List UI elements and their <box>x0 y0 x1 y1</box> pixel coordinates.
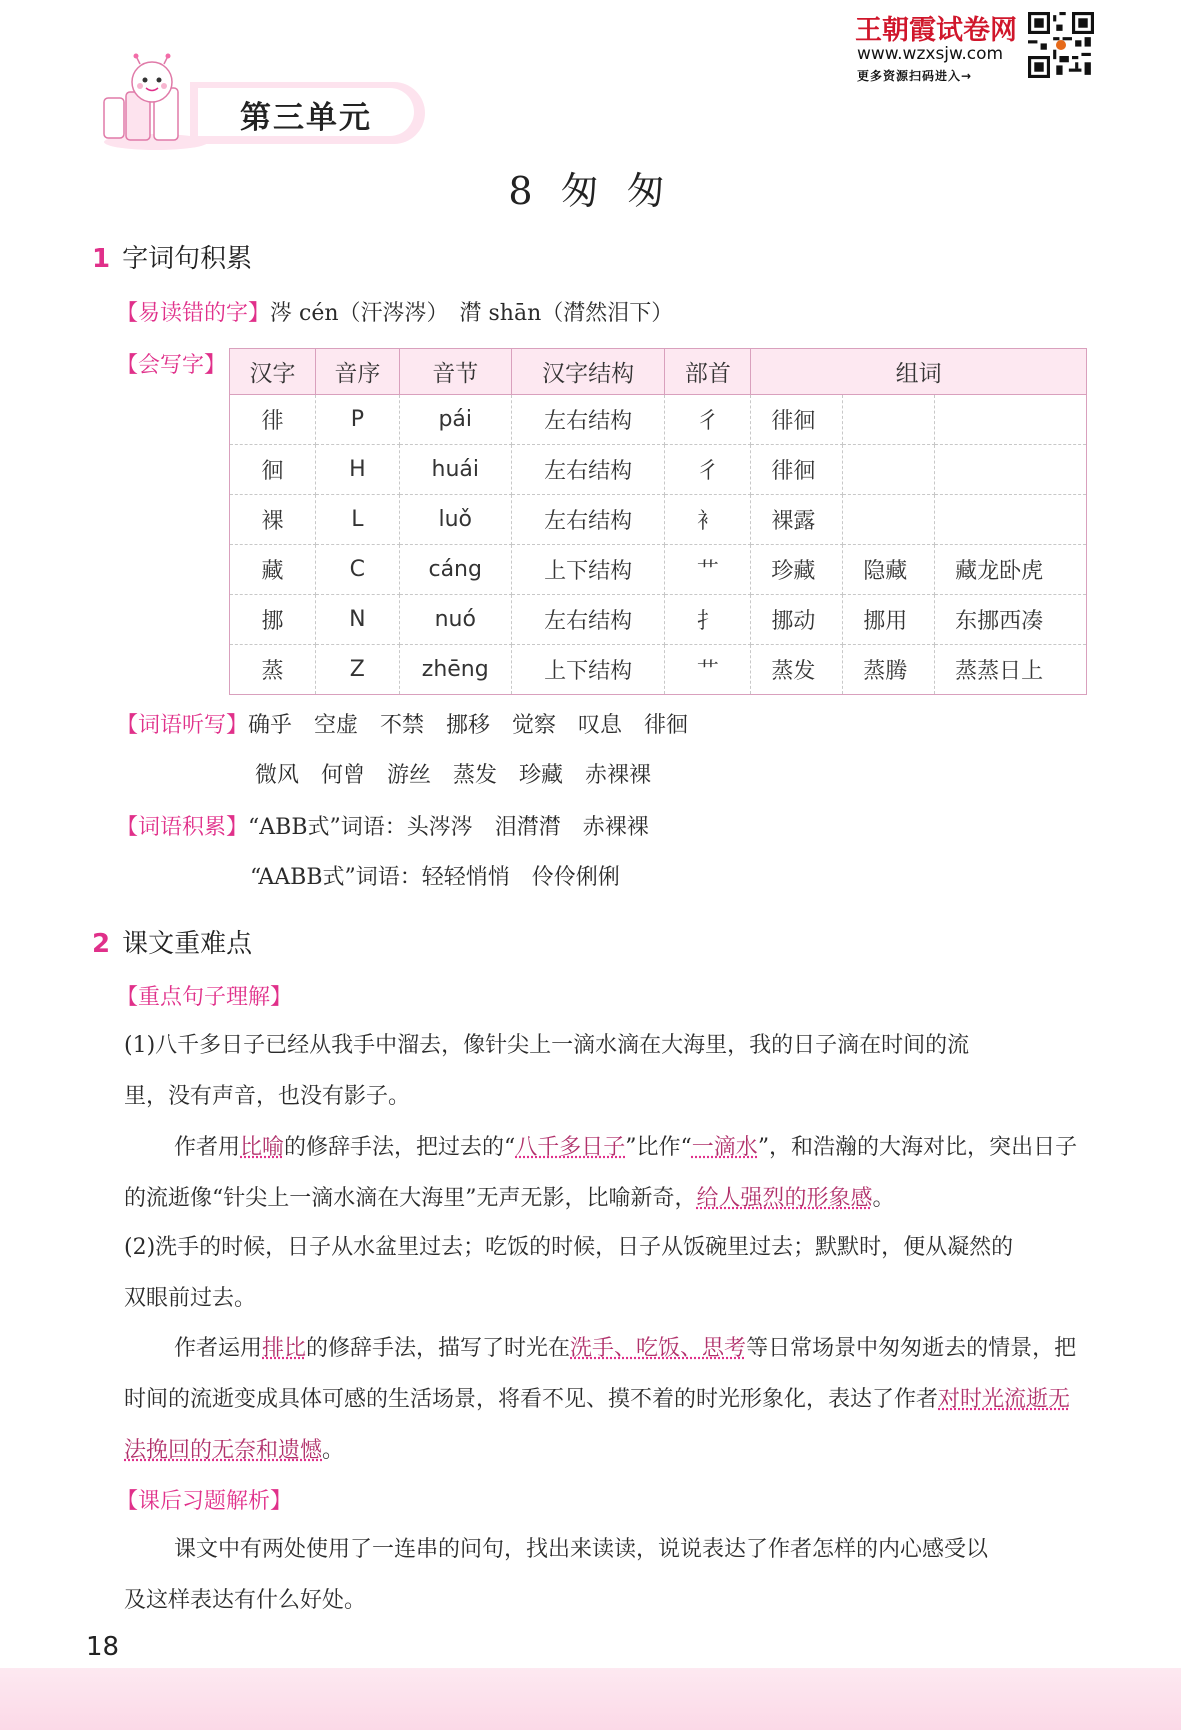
misread-text: 涔 cén（汗涔涔） 潸 shān（潸然泪下） <box>270 301 674 326</box>
analysis-text: 作者运用 <box>174 1336 263 1361</box>
exercise-tag: 【课后习题解析】 <box>116 1489 293 1514</box>
analysis-1 <box>124 1122 1086 1224</box>
cell-index: H <box>315 445 399 495</box>
cell-pinyin: zhēng <box>399 645 511 695</box>
header-pinyin: 音节 <box>399 349 511 395</box>
analysis-text: 。 <box>872 1186 895 1211</box>
highlight-text: 一滴水 <box>691 1135 758 1160</box>
cell-char: 徊 <box>230 445 316 495</box>
highlight-text: 给人强烈的形象感 <box>696 1186 873 1211</box>
cell-index: P <box>315 395 399 445</box>
site-name: 王朝霞试卷网 <box>855 15 1017 46</box>
cell-structure: 左右结构 <box>511 495 665 545</box>
site-url: www.wzxsjw.com <box>857 44 1004 64</box>
cell-word: 珍藏 <box>751 545 843 595</box>
cell-pinyin: pái <box>399 395 511 445</box>
section-2-number: 2 <box>92 929 111 959</box>
highlight-text: 比喻 <box>240 1135 285 1160</box>
sentence-2-line-2: 双眼前过去。 <box>124 1286 257 1311</box>
cell-structure: 左右结构 <box>511 395 665 445</box>
cell-word: 挪动 <box>751 595 843 645</box>
analysis-text: ”比作“ <box>625 1135 692 1160</box>
cell-word <box>935 495 1087 545</box>
qr-code-icon <box>1028 12 1094 78</box>
cell-pinyin: cáng <box>399 545 511 595</box>
dictation-line-1 <box>116 708 688 739</box>
unit-title: 第三单元 <box>240 100 372 136</box>
accumulate-abb: “ABB式”词语：头涔涔 泪潸潸 赤裸裸 <box>248 815 649 840</box>
cell-radical: 衤 <box>665 495 751 545</box>
cell-index: C <box>315 545 399 595</box>
cell-index: Z <box>315 645 399 695</box>
cell-pinyin: nuó <box>399 595 511 645</box>
cell-word: 蒸腾 <box>843 645 935 695</box>
cell-char: 徘 <box>230 395 316 445</box>
highlight-text: 对时光流逝无法挽回的无奈和遗憾 <box>124 1387 1071 1463</box>
header-words: 组词 <box>751 349 1087 395</box>
lesson-title: 8 匆 匆 <box>508 169 673 213</box>
cell-radical: 艹 <box>665 545 751 595</box>
cell-char: 挪 <box>230 595 316 645</box>
write-tag: 【会写字】 <box>116 353 227 378</box>
cell-radical: 扌 <box>665 595 751 645</box>
cell-word <box>935 445 1087 495</box>
header-index: 音序 <box>315 349 399 395</box>
cell-word: 藏龙卧虎 <box>935 545 1087 595</box>
section-2-heading <box>92 923 252 960</box>
table-row <box>230 495 1087 545</box>
dictation-words-1: 确乎 空虚 不禁 挪移 觉察 叹息 徘徊 <box>248 713 689 738</box>
accumulate-tag: 【词语积累】 <box>116 815 249 840</box>
analysis-2 <box>124 1323 1086 1476</box>
cell-word: 蒸发 <box>751 645 843 695</box>
cell-pinyin: huái <box>399 445 511 495</box>
analysis-text: 的修辞手法，描写了时光在 <box>306 1336 571 1361</box>
sentence-1-line-1: (1)八千多日子已经从我手中溜去，像针尖上一滴水滴在大海里，我的日子滴在时间的流 <box>124 1033 970 1058</box>
misread-line <box>116 296 673 327</box>
cell-structure: 左右结构 <box>511 445 665 495</box>
sentence-1-line-2: 里，没有声音，也没有影子。 <box>124 1084 411 1109</box>
site-slogan: 更多资源扫码进入→ <box>857 69 973 83</box>
analysis-text: 等日常场景中匆匆逝去的情 <box>746 1336 1011 1361</box>
header-radical: 部首 <box>665 349 751 395</box>
cell-char: 藏 <box>230 545 316 595</box>
analysis-text: ”，和浩瀚的大海对比，突 <box>757 1135 1012 1160</box>
footer-band <box>0 1668 1181 1730</box>
cell-word <box>843 395 935 445</box>
accumulate-line-1 <box>116 810 649 841</box>
table-row <box>230 595 1087 645</box>
cell-word: 徘徊 <box>751 395 843 445</box>
section-1-title: 字词句积累 <box>122 244 253 274</box>
analysis-text: 的修辞手法，把过去的“ <box>284 1135 516 1160</box>
cell-radical: 艹 <box>665 645 751 695</box>
misread-tag: 【易读错的字】 <box>116 301 271 326</box>
cell-structure: 左右结构 <box>511 595 665 645</box>
table-row <box>230 445 1087 495</box>
accumulate-aabb: “AABB式”词语：轻轻悄悄 伶伶俐俐 <box>250 865 620 890</box>
exercise-line-1: 课文中有两处使用了一连串的问句，找出来读读，说说表达了作者怎样的内心感受以 <box>174 1537 989 1562</box>
cell-char: 蒸 <box>230 645 316 695</box>
characters-table <box>229 348 1087 695</box>
section-2-title: 课文重难点 <box>122 929 253 959</box>
cell-word <box>843 445 935 495</box>
sentence-1 <box>124 1020 1086 1122</box>
cell-radical: 彳 <box>665 395 751 445</box>
analysis-text: 出日子的流逝像“针尖上一滴水滴在大海里”无声无影，比喻新奇， <box>124 1135 1078 1211</box>
cell-index: L <box>315 495 399 545</box>
sentence-2-line-1: (2)洗手的时候，日子从水盆里过去；吃饭的时候，日子从饭碗里过去；默默时，便从凝然的 <box>124 1235 1014 1260</box>
cell-word: 裸露 <box>751 495 843 545</box>
cell-word: 隐藏 <box>843 545 935 595</box>
table-row <box>230 395 1087 445</box>
section-1-number: 1 <box>92 244 111 274</box>
cell-word: 蒸蒸日上 <box>955 659 1044 684</box>
cell-word <box>843 495 935 545</box>
highlight-text: 八千多日子 <box>515 1135 626 1160</box>
dictation-tag: 【词语听写】 <box>116 713 249 738</box>
exercise-line-2: 及这样表达有什么好处。 <box>124 1588 367 1613</box>
cell-pinyin: luǒ <box>399 495 511 545</box>
cell-word <box>935 395 1087 445</box>
key-sentence-tag: 【重点句子理解】 <box>116 985 293 1010</box>
table-row <box>230 545 1087 595</box>
table-header-row <box>230 349 1087 395</box>
page-number: 18 <box>86 1632 120 1662</box>
cell-structure: 上下结构 <box>511 545 665 595</box>
cell-word: 东挪西凑 <box>935 595 1087 645</box>
table-row <box>230 645 1087 695</box>
cell-radical: 彳 <box>665 445 751 495</box>
cell-structure: 上下结构 <box>511 645 665 695</box>
dictation-words-2: 微风 何曾 游丝 蒸发 珍藏 赤裸裸 <box>255 763 652 788</box>
exercise-text <box>124 1524 1086 1626</box>
cell-word: 挪用 <box>843 595 935 645</box>
header-structure: 汉字结构 <box>511 349 665 395</box>
analysis-text: 作者用 <box>174 1135 241 1160</box>
cell-word: 徘徊 <box>751 445 843 495</box>
header-char: 汉字 <box>230 349 316 395</box>
cell-char: 裸 <box>230 495 316 545</box>
highlight-text: 排比 <box>262 1336 307 1361</box>
sentence-2 <box>124 1222 1086 1324</box>
analysis-text: 景，把时间的流逝变成具体可感的生活场景，将看不见、摸不着的时光形象化，表达了作者 <box>124 1336 1077 1412</box>
highlight-text: 洗手、吃饭、思考 <box>570 1336 747 1361</box>
analysis-text: 。 <box>322 1438 345 1463</box>
cell-index: N <box>315 595 399 645</box>
section-1-heading <box>92 238 252 275</box>
